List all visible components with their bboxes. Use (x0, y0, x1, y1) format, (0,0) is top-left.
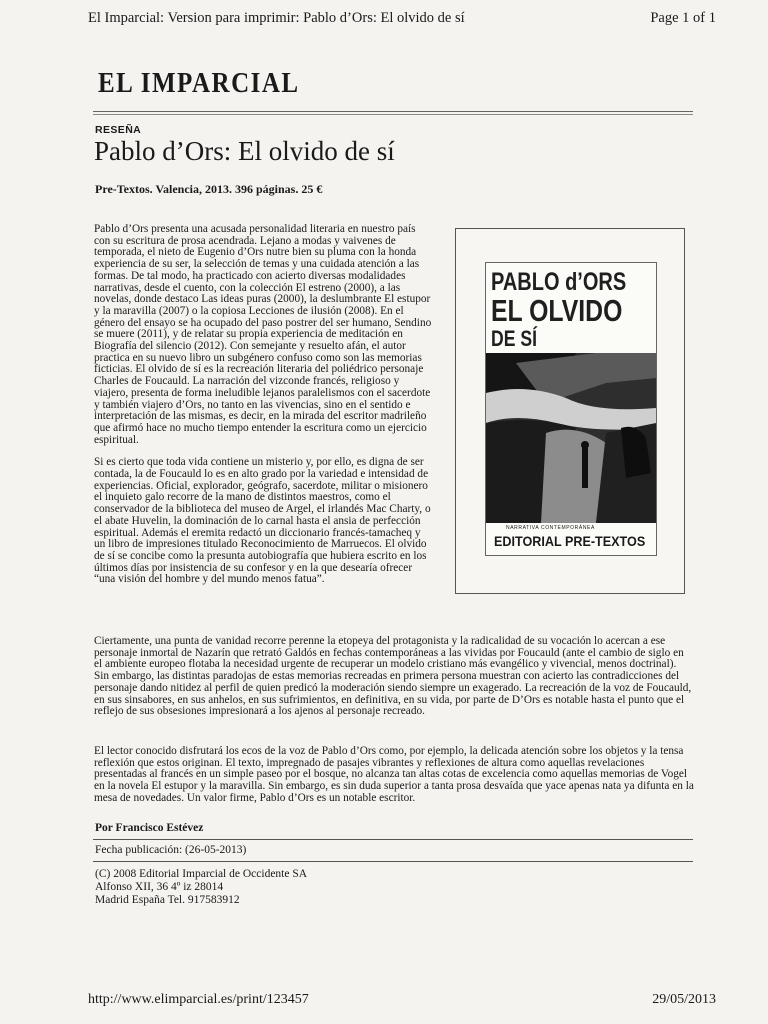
section-label: RESEÑA (95, 124, 142, 136)
book-title-line1: EL OLVIDO (491, 293, 623, 328)
footer-city-phone: Madrid España Tel. 917583912 (95, 894, 240, 906)
masthead-divider (93, 111, 693, 115)
book-publisher: EDITORIAL PRE-TEXTOS (494, 533, 646, 549)
article-paragraph-4 (94, 746, 694, 805)
book-series: NARRATIVA CONTEMPORÁNEA (506, 525, 595, 531)
site-footer (95, 868, 307, 907)
article-paragraph-2: Si es cierto que toda vida contiene un misterio y, por ello, es digna de ser contada, la de Foucauld lo es en alto grado por la variedad e intensidad de experiencias. Oficial, explorador, geógrafo, sacerdote, militar o misionero el inquieto galo recorre de la mano de distintos maestros, como el conservador de la biblioteca del museo de Argel, el irlandés Mac Charty, o el abate Huvelin, la dominación de lo carnal hasta el ansia de perfección espiritual. Además el eremita redactó un diccionario francés-tamacheq y un libro de impresiones titulado Reconocimiento de Marruecos. El olvido de sí se concibe como la presunta autobiografía que hubiera escrito en los últimos días por insistencia de su confesor y en la que desearía ofrecer “una visión del hombre y del mundo menos fatua”. (94, 456, 431, 586)
book-cover-image (455, 228, 685, 594)
article-paragraph-3-text: Ciertamente, una punta de vanidad recorre perenne la etopeya del protagonista y la radicalidad de su vocación lo acercan a ese personaje inmortal de Nazarín que retrató Galdós en fechas contemporáneas a las vividas por Foucauld (ante el cambio de siglo en el ambiente europeo flotaba la necesidad urgente de recuperar un modelo cristiano más evangélico y vivencial, menos doctrinal). Sin embargo, las distintas paradojas de estas memorias recreadas en primera persona muestran con acierto las contradicciones del personaje dando nitidez al perfil de quien predicó la moderación siendo siempre un exagerado. La recreación de la voz de Foucauld, en sus sinsabores, en sus anhelos, en sus sufrimientos, en definitiva, en su vida, por parte de D’Ors es notable hasta el punto que el reflejo de sus obsesiones impresionará a los ajenos al personaje recreado. (94, 635, 692, 718)
book-cover-photo (486, 353, 656, 523)
article-subtitle: Pre-Textos. Valencia, 2013. 396 páginas. 25 € (95, 182, 323, 196)
article-column (94, 224, 434, 586)
footer-address: Alfonso XII, 36 4º iz 28014 (95, 881, 224, 893)
book-author: PABLO d’ORS (491, 268, 627, 296)
book-cover (485, 262, 657, 556)
byline: Por Francisco Estévez (95, 822, 204, 834)
footer-divider (93, 861, 693, 862)
print-footer-date: 29/05/2013 (652, 992, 716, 1007)
footer-copyright: (C) 2008 Editorial Imparcial de Occidente SA (95, 868, 308, 880)
book-title-line2: DE SÍ (491, 326, 537, 351)
print-footer-url: http://www.elimparcial.es/print/123457 (88, 992, 309, 1007)
print-header-page: Page 1 of 1 (650, 10, 716, 26)
article-paragraph-3 (94, 636, 694, 718)
publication-date: Fecha publicación: (26-05-2013) (95, 844, 247, 856)
article-paragraph-1: Pablo d’Ors presenta una acusada personalidad literaria en nuestro país con su escritura de prosa acendrada. Lejano a modas y vaivenes de temporada, el nieto de Eugenio d’Ors nutre bien su pluma con la honda experiencia de su ser, la selección de temas y una cuidada atención a las formas. De tal modo, ha practicado con acierto diversas modalidades narrativas, desde el cuento, con la colección El estreno (2000), a las novelas, donde destaco Las ideas puras (2000), la deslumbrante El estupor y la maravilla (2007) o la copiosa Lecciones de ilusión (2008). En el género del ensayo se ha ocupado del paso postrer del ser humano, Sendino se muere (2011), y de relatar su propia experiencia de meditación en Biografía del silencio (2012). Con semejante y resuelto afán, el autor practica en su nuevo libro un subgénero confuso como son las memorias ficticias. El olvido de sí es la recreación literaria del poliédrico personaje Charles de Foucauld. La narración del vizconde francés, religioso y viajero, presenta de forma ineludible lejanos paralelismos con el sacerdote y también viajero d’Ors, no tanto en las vivencias, sino en el sentido e interpretación de las mismas, es decir, en la mirada del escritor madrileño que afirmó hace no mucho tiempo entender la escritura como un ejercicio espiritual. (94, 223, 432, 446)
byline-divider (93, 839, 693, 840)
article-paragraph-4-text: El lector conocido disfrutará los ecos de la voz de Pablo d’Ors como, por ejemplo, la delicada atención sobre los objetos y la tensa reflexión que estos originan. El texto, impregnado de pasajes vibrantes y reflexiones de altura como aquellas revelaciones presentadas al francés en un simple paseo por el bosque, no alcanza tan altas cotas de excelencia como aquellas memorias de Vogel en la novela El estupor y la maravilla. Sin embargo, es sin duda superior a tanta prosa desvaída que yace apenas nata ya difunta en la mesa de novedades. Un valor firme, Pablo d’Ors es un notable escritor. (94, 745, 694, 804)
article-title: Pablo d’Ors: El olvido de sí (94, 136, 395, 166)
masthead-logo: EL IMPARCIAL (98, 68, 300, 99)
print-header-title: El Imparcial: Version para imprimir: Pablo d’Ors: El olvido de sí (88, 10, 465, 26)
